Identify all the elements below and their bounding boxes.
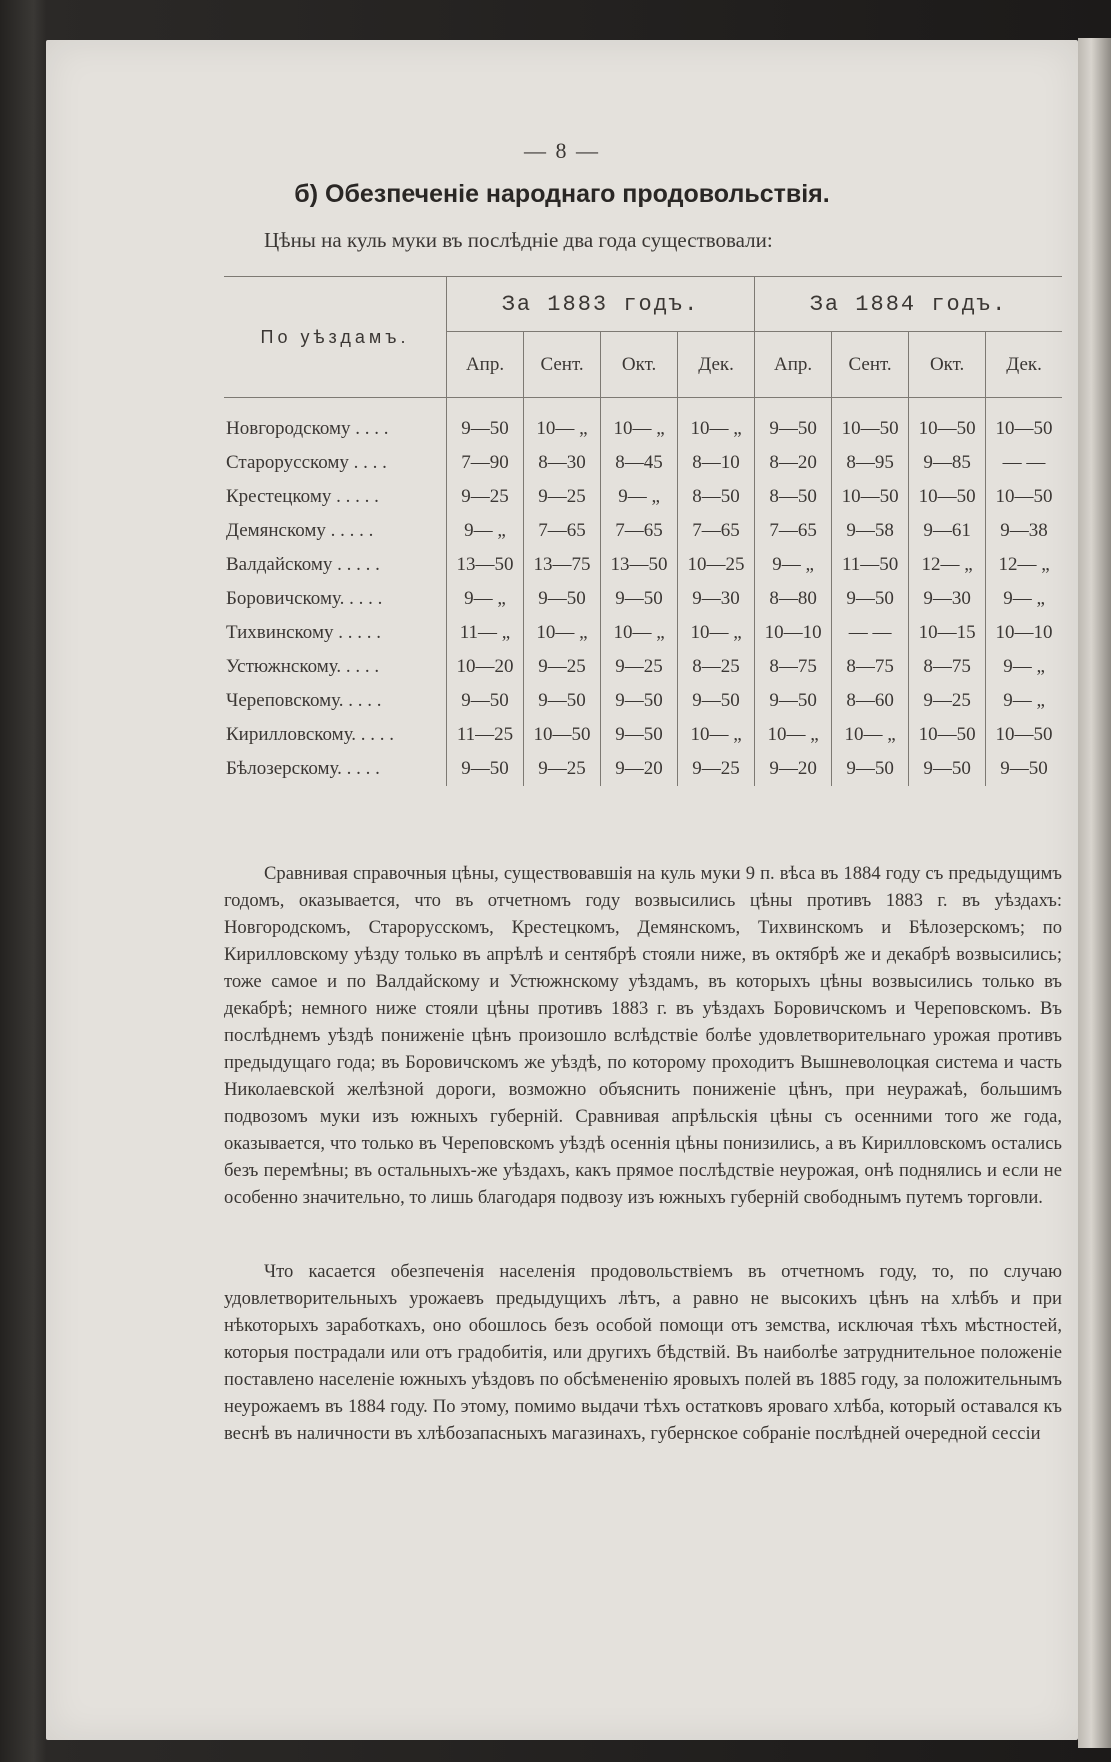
price-cell: 7—65 [678,514,755,548]
price-cell: 10— „ [524,616,601,650]
price-cell: 9—61 [909,514,986,548]
price-cell: 7—65 [755,514,832,548]
table-row [224,480,1062,514]
district-name: Крестецкому . . . . . [226,486,379,507]
price-cell: 10— „ [524,398,601,447]
price-cell: 9—20 [601,752,678,786]
paragraph-prices: Сравнивая справочныя цѣны, существовавшія на куль муки 9 п. вѣса въ 1884 году съ предыдущимъ годомъ, оказывается, что въ отчетномъ году возвысились цѣны противъ 1883 г. въ уѣздахъ: Новгородскомъ, Старорусскомъ, Крестецкомъ, Демянскомъ, Тихвинскомъ и Бѣлозерскомъ; по Кирилловскому уѣзду только въ апрѣлѣ и сентябрѣ стояли ниже, въ октябрѣ же и декабрѣ возвысились; тоже самое и по Валдайскому и Устюжнскому уѣздамъ, въ которыхъ цѣны возвысились только въ декабрѣ; немного ниже стояли цѣны противъ 1883 г. въ уѣздахъ Боровичскомъ и Череповскомъ. Въ послѣднемъ уѣздѣ пониженіе цѣнъ произошло вслѣдствіе болѣе удовлетворительнаго урожая противъ предыдущаго года; въ Боровичскомъ же уѣздѣ, по которому проходитъ Вышневолоцкая система и часть Николаевской желѣзной дороги, возможно объяснить пониженіе цѣнъ, при неуражаѣ, большимъ подвозомъ муки изъ южныхъ губерній. Сравнивая апрѣльскія цѣны съ осенними того же года, оказывается, что только въ Череповскомъ уѣздѣ осеннія цѣны понизились, а въ Кирилловскомъ остались безъ перемѣны; въ остальныхъ-же уѣздахъ, какъ прямое послѣдствіе неурожая, онѣ поднялись и если не особенно значительно, то лишь благодаря подвозу изъ южныхъ губерній свободнымъ путемъ торговли. [224,863,1062,1208]
price-cell: 8—95 [832,446,909,480]
price-cell: 9—25 [909,684,986,718]
price-cell: 9—50 [832,582,909,616]
table-row [224,514,1062,548]
table-row [224,718,1062,752]
price-cell: 9—50 [832,752,909,786]
month-header: Дек. [678,332,755,398]
price-cell: 9—50 [447,752,524,786]
price-cell: 9—30 [909,582,986,616]
price-cell: 10—50 [909,718,986,752]
price-cell: 10— „ [678,718,755,752]
district-name: Валдайскому . . . . . [226,554,380,575]
price-cell: 10— „ [755,718,832,752]
price-cell: 10— „ [678,616,755,650]
price-cell: 9—30 [678,582,755,616]
price-cell: 9—58 [832,514,909,548]
price-cell: 7—65 [601,514,678,548]
price-cell: 8—45 [601,446,678,480]
district-name: Бѣлозерскому. . . . . [226,758,380,779]
table-row [224,398,1062,447]
price-cell: 10—15 [909,616,986,650]
price-cell: 9—38 [986,514,1062,548]
section-title: б) Обезпеченіе народнаго продовольствія. [294,180,830,208]
price-cell: 9—85 [909,446,986,480]
price-cell: 8—80 [755,582,832,616]
year-header-1884: За 1884 годъ. [755,277,1062,332]
district-name: Демянскому . . . . . [226,520,374,541]
price-cell: 10— „ [678,398,755,447]
price-cell: 10—50 [986,398,1062,447]
price-cell: 7—90 [447,446,524,480]
price-cell: 9—50 [601,684,678,718]
price-cell: 9—25 [601,650,678,684]
price-cell: 10—10 [755,616,832,650]
price-cell: 10—50 [832,480,909,514]
price-cell: 9—50 [447,684,524,718]
price-cell: 9— „ [755,548,832,582]
price-cell: 8—50 [755,480,832,514]
price-cell: 9—50 [909,752,986,786]
price-cell: 9—50 [524,582,601,616]
price-cell: 10— „ [832,718,909,752]
price-cell: 11—50 [832,548,909,582]
next-page-edge [1078,38,1111,1748]
price-cell: 8—60 [832,684,909,718]
price-cell: 8—10 [678,446,755,480]
price-cell: 9— „ [986,582,1062,616]
price-cell: 9—25 [524,752,601,786]
price-cell: 8—75 [832,650,909,684]
price-cell: 9—50 [986,752,1062,786]
price-cell: 11—25 [447,718,524,752]
price-cell: 10—50 [524,718,601,752]
price-cell: 8—20 [755,446,832,480]
price-cell: 9—50 [755,684,832,718]
price-cell: 9—50 [601,718,678,752]
table-row [224,582,1062,616]
price-cell: 9—25 [524,650,601,684]
month-header: Сент. [832,332,909,398]
price-cell: 9— „ [447,514,524,548]
district-name: Череповскому. . . . . [226,690,382,711]
price-cell: 9—25 [524,480,601,514]
price-cell: 9— „ [601,480,678,514]
price-cell: 9— „ [447,582,524,616]
paragraph-provision: Что касается обезпеченія населенія продовольствіемъ въ отчетномъ году, то, по случаю удовлетворительныхъ урожаевъ предыдущихъ лѣтъ, а равно не высокихъ цѣнъ на хлѣбъ и при нѣкоторыхъ заработкахъ, оно обошлось безъ особой помощи отъ земства, исключая тѣхъ мѣстностей, которыя пострадали или отъ градобитія, или другихъ бѣдствій. Въ наиболѣе затруднительное положеніе поставлено населеніе южныхъ уѣздовъ по обсѣмененію яровыхъ полей въ 1885 году, за положительнымъ неурожаемъ въ 1884 году. По этому, помимо выдачи тѣхъ остатковъ яроваго хлѣба, который оставался къ веснѣ въ наличности въ хлѣбозапасныхъ магазинахъ, губернское собраніе послѣдней очередной сессіи [224,1261,1062,1444]
price-cell: 9—25 [447,480,524,514]
price-cell: 9— „ [986,650,1062,684]
price-cell: 9—25 [678,752,755,786]
table-body [224,398,1062,787]
year-header-1883: За 1883 годъ. [447,277,755,332]
price-cell: 11— „ [447,616,524,650]
table-row [224,548,1062,582]
table-row [224,650,1062,684]
district-name: Тихвинскому . . . . . [226,622,381,643]
district-name: Старорусскому . . . . [226,452,387,473]
district-name: Новгородскому . . . . [226,418,389,439]
price-cell: — — [986,446,1062,480]
price-cell: 9—50 [755,398,832,447]
month-header: Сент. [524,332,601,398]
price-cell: 13—75 [524,548,601,582]
price-cell: 10—50 [986,718,1062,752]
district-name: Боровичскому. . . . . [226,588,383,609]
price-cell: 10—50 [832,398,909,447]
price-cell: 10—50 [986,480,1062,514]
table-row [224,752,1062,786]
table-row [224,616,1062,650]
month-header: Дек. [986,332,1062,398]
price-cell: 8—75 [755,650,832,684]
price-cell: 9—20 [755,752,832,786]
price-cell: 12— „ [986,548,1062,582]
price-cell: 9—50 [678,684,755,718]
price-cell: 8—25 [678,650,755,684]
price-cell: 10— „ [601,398,678,447]
table-intro: Цѣны на куль муки въ послѣдніе два года существовали: [264,228,773,252]
price-cell: 9—50 [524,684,601,718]
district-column-header: По уѣздамъ. [224,277,447,398]
price-cell: 12— „ [909,548,986,582]
price-cell: 8—75 [909,650,986,684]
table-row [224,684,1062,718]
district-name: Устюжнскому. . . . . [226,656,380,677]
price-cell: 10—25 [678,548,755,582]
price-cell: 10—10 [986,616,1062,650]
price-cell: 10—50 [909,398,986,447]
page-number: — 8 — [524,138,600,163]
flour-price-table [224,276,1062,786]
price-cell: 9—50 [601,582,678,616]
price-cell: 13—50 [601,548,678,582]
price-cell: 10—50 [909,480,986,514]
price-cell: 7—65 [524,514,601,548]
month-header: Апр. [447,332,524,398]
price-cell: 9—50 [447,398,524,447]
price-cell: 10—20 [447,650,524,684]
price-cell: 8—30 [524,446,601,480]
price-cell: 10— „ [601,616,678,650]
price-cell: 9— „ [986,684,1062,718]
month-header: Окт. [601,332,678,398]
district-name: Кирилловскому. . . . . [226,724,395,745]
month-header: Окт. [909,332,986,398]
document-page [46,40,1078,1740]
price-cell: 8—50 [678,480,755,514]
month-header: Апр. [755,332,832,398]
price-cell: — — [832,616,909,650]
table-row [224,446,1062,480]
price-cell: 13—50 [447,548,524,582]
